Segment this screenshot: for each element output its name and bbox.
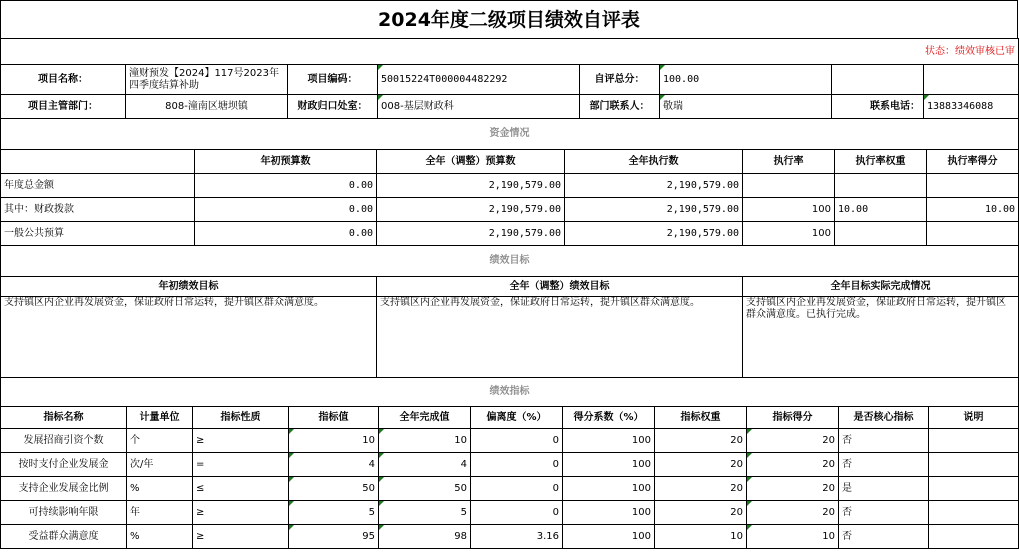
table-row xyxy=(1,477,1019,501)
table-row xyxy=(1,222,1019,246)
funds-cell: 2,190,579.00 xyxy=(377,222,565,246)
funds-cell: 2,190,579.00 xyxy=(377,198,565,222)
indicator-cell xyxy=(929,501,1019,525)
funds-cell xyxy=(743,174,835,198)
indicator-cell: 否 xyxy=(839,453,929,477)
funds-header: 执行率 xyxy=(743,150,835,174)
funds-cell: 2,190,579.00 xyxy=(565,222,743,246)
info-table xyxy=(0,38,1019,119)
indicator-cell: 20 xyxy=(655,429,747,453)
indicator-cell: ≥ xyxy=(193,525,289,549)
status-badge: 状态：绩效审核已审 xyxy=(1,39,1019,65)
indicator-header: 偏离度（%） xyxy=(471,407,563,429)
phone-value: 13883346088 xyxy=(924,95,1019,119)
initial-goal-text: 支持镇区内企业再发展资金，保证政府日常运转，提升镇区群众满意度。 xyxy=(1,297,377,378)
table-row xyxy=(1,501,1019,525)
funds-header xyxy=(1,150,195,174)
project-code-label: 项目编码： xyxy=(288,65,378,95)
table-row xyxy=(1,198,1019,222)
indicator-cell: 100 xyxy=(563,429,655,453)
goals-header: 全年（调整）绩效目标 xyxy=(377,277,743,297)
indicator-cell: 可持续影响年限 xyxy=(1,501,127,525)
indicator-cell: 0 xyxy=(471,429,563,453)
indicator-cell: 100 xyxy=(563,477,655,501)
goals-table xyxy=(0,245,1019,378)
indicator-cell: 20 xyxy=(747,429,839,453)
funds-cell xyxy=(835,174,927,198)
funds-cell xyxy=(927,174,1019,198)
info-blank-cell xyxy=(832,65,924,95)
funds-cell: 100 xyxy=(743,198,835,222)
indicator-cell: 95 xyxy=(289,525,379,549)
indicator-cell: 否 xyxy=(839,525,929,549)
table-row xyxy=(1,453,1019,477)
info-blank-cell xyxy=(924,65,1019,95)
funds-header: 执行率权重 xyxy=(835,150,927,174)
indicator-cell: 20 xyxy=(747,477,839,501)
project-name-label: 项目名称： xyxy=(1,65,126,95)
funds-header: 执行率得分 xyxy=(927,150,1019,174)
indicator-cell: 100 xyxy=(563,453,655,477)
indicator-header: 指标性质 xyxy=(193,407,289,429)
indicator-cell xyxy=(929,429,1019,453)
indicator-cell: 20 xyxy=(655,501,747,525)
page-title: 2024年度二级项目绩效自评表 xyxy=(0,0,1018,38)
indicator-cell: 100 xyxy=(563,501,655,525)
funds-cell: 10.00 xyxy=(835,198,927,222)
finance-office-value: 008-基层财政科 xyxy=(378,95,580,119)
indicator-cell: % xyxy=(127,525,193,549)
indicator-cell: 20 xyxy=(655,453,747,477)
indicator-cell: 受益群众满意度 xyxy=(1,525,127,549)
indicator-cell: 年 xyxy=(127,501,193,525)
indicator-cell: 个 xyxy=(127,429,193,453)
dept-value: 808-潼南区塘坝镇 xyxy=(126,95,288,119)
indicator-cell: ≥ xyxy=(193,429,289,453)
funds-cell: 2,190,579.00 xyxy=(377,174,565,198)
indicator-cell: 按时支付企业发展金 xyxy=(1,453,127,477)
funds-header: 全年执行数 xyxy=(565,150,743,174)
indicator-cell: 支持企业发展金比例 xyxy=(1,477,127,501)
indicator-cell: 20 xyxy=(747,453,839,477)
goals-section-title: 绩效目标 xyxy=(1,246,1019,277)
indicators-table xyxy=(0,377,1019,549)
contact-label: 部门联系人： xyxy=(580,95,660,119)
funds-cell: 0.00 xyxy=(195,174,377,198)
funds-cell: 2,190,579.00 xyxy=(565,198,743,222)
indicator-cell: ≥ xyxy=(193,501,289,525)
indicator-header: 计量单位 xyxy=(127,407,193,429)
funds-cell: 2,190,579.00 xyxy=(565,174,743,198)
indicator-cell xyxy=(929,525,1019,549)
indicator-cell: ≤ xyxy=(193,477,289,501)
indicator-cell: 否 xyxy=(839,429,929,453)
indicator-cell xyxy=(929,453,1019,477)
indicator-cell: 98 xyxy=(379,525,471,549)
indicator-cell: 100 xyxy=(563,525,655,549)
indicator-cell xyxy=(929,477,1019,501)
funds-table xyxy=(0,118,1019,246)
indicator-cell: 5 xyxy=(379,501,471,525)
indicator-cell: 4 xyxy=(289,453,379,477)
indicator-cell: 0 xyxy=(471,453,563,477)
funds-cell xyxy=(927,222,1019,246)
indicator-cell: 10 xyxy=(655,525,747,549)
project-code-value: 50015224T000004482292 xyxy=(378,65,580,95)
indicator-cell: 10 xyxy=(747,525,839,549)
funds-cell: 100 xyxy=(743,222,835,246)
phone-label: 联系电话： xyxy=(832,95,924,119)
table-row xyxy=(1,525,1019,549)
indicator-cell: 0 xyxy=(471,501,563,525)
indicator-cell: 10 xyxy=(379,429,471,453)
indicator-cell: 10 xyxy=(289,429,379,453)
indicator-cell: 20 xyxy=(655,477,747,501)
indicator-cell: % xyxy=(127,477,193,501)
indicator-header: 得分系数（%） xyxy=(563,407,655,429)
actual-completion-text: 支持镇区内企业再发展资金，保证政府日常运转，提升镇区群众满意度。已执行完成。 xyxy=(743,297,1019,378)
indicator-header: 说明 xyxy=(929,407,1019,429)
indicator-header: 是否核心指标 xyxy=(839,407,929,429)
indicator-cell: 0 xyxy=(471,477,563,501)
self-score-label: 自评总分： xyxy=(580,65,660,95)
indicators-section-title: 绩效指标 xyxy=(1,378,1019,407)
indicator-cell: 3.16 xyxy=(471,525,563,549)
indicator-cell: 50 xyxy=(289,477,379,501)
adjusted-goal-text: 支持镇区内企业再发展资金，保证政府日常运转，提升镇区群众满意度。 xyxy=(377,297,743,378)
indicator-header: 指标权重 xyxy=(655,407,747,429)
funds-cell: 10.00 xyxy=(927,198,1019,222)
indicator-cell: 是 xyxy=(839,477,929,501)
indicator-cell: = xyxy=(193,453,289,477)
indicator-cell: 发展招商引资个数 xyxy=(1,429,127,453)
indicator-cell: 否 xyxy=(839,501,929,525)
funds-cell: 其中：财政拨款 xyxy=(1,198,195,222)
table-row xyxy=(1,429,1019,453)
funds-cell: 年度总金额 xyxy=(1,174,195,198)
indicator-header: 指标得分 xyxy=(747,407,839,429)
finance-office-label: 财政归口处室： xyxy=(288,95,378,119)
indicator-cell: 20 xyxy=(747,501,839,525)
table-row xyxy=(1,174,1019,198)
indicator-header: 指标名称 xyxy=(1,407,127,429)
funds-cell: 一般公共预算 xyxy=(1,222,195,246)
goals-header: 年初绩效目标 xyxy=(1,277,377,297)
self-score-value: 100.00 xyxy=(660,65,832,95)
indicator-cell: 次/年 xyxy=(127,453,193,477)
dept-label: 项目主管部门： xyxy=(1,95,126,119)
project-name-value: 潼财预发【2024】117号2023年四季度结算补助 xyxy=(126,65,288,95)
funds-cell: 0.00 xyxy=(195,198,377,222)
funds-cell xyxy=(835,222,927,246)
funds-header: 年初预算数 xyxy=(195,150,377,174)
funds-cell: 0.00 xyxy=(195,222,377,246)
indicator-header: 全年完成值 xyxy=(379,407,471,429)
funds-header: 全年（调整）预算数 xyxy=(377,150,565,174)
funds-section-title: 资金情况 xyxy=(1,119,1019,150)
contact-value: 敬瑞 xyxy=(660,95,832,119)
indicator-header: 指标值 xyxy=(289,407,379,429)
indicator-cell: 5 xyxy=(289,501,379,525)
goals-header: 全年目标实际完成情况 xyxy=(743,277,1019,297)
indicator-cell: 4 xyxy=(379,453,471,477)
indicator-cell: 50 xyxy=(379,477,471,501)
